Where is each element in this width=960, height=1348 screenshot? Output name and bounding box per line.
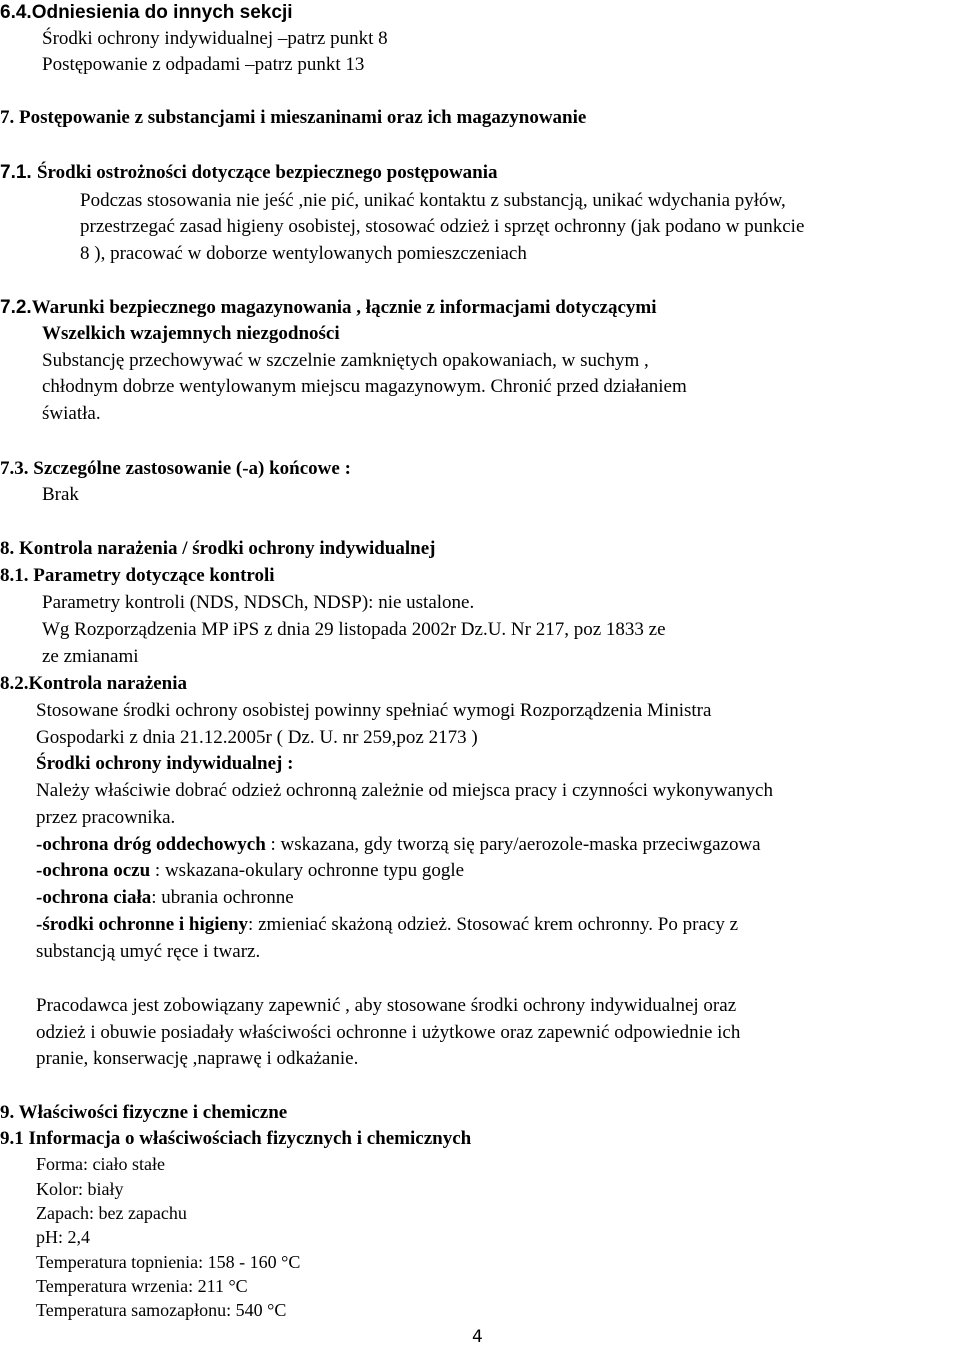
ppe-item-body xyxy=(36,886,294,910)
ppe-item-desc: : ubrania ochronne xyxy=(151,887,294,908)
text-line: przestrzegać zasad higieny osobistej, stosować odzież i sprzęt ochronny (jak podano w punkcie xyxy=(80,216,805,237)
heading-7-1 xyxy=(0,161,498,185)
text-line: pranie, konserwację ,naprawę i odkażanie. xyxy=(36,1048,359,1069)
heading-7-2-cont: Wszelkich wzajemnych niezgodności xyxy=(42,323,340,344)
heading-7-2 xyxy=(0,296,657,320)
ppe-item-desc: : wskazana-okulary ochronne typu gogle xyxy=(150,860,465,881)
property-line: Zapach: bez zapachu xyxy=(36,1203,187,1223)
ppe-item-label: -środki ochronne i higieny xyxy=(36,914,249,935)
property-line: Temperatura wrzenia: 211 °C xyxy=(36,1276,248,1296)
heading-7: 7. Postępowanie z substancjami i mieszaninami oraz ich magazynowanie xyxy=(0,107,587,128)
text-line: chłodnym dobrze wentylowanym miejscu magazynowym. Chronić przed działaniem xyxy=(42,376,687,397)
heading-7-2-text: Warunki bezpiecznego magazynowania , łącznie z informacjami dotyczącymi xyxy=(31,297,657,318)
text-line: Wg Rozporządzenia MP iPS z dnia 29 listopada 2002r Dz.U. Nr 217, poz 1833 ze xyxy=(42,619,666,640)
text-line: Pracodawca jest zobowiązany zapewnić , aby stosowane środki ochrony indywidualnej oraz xyxy=(36,995,737,1016)
text-line: substancją umyć ręce i twarz. xyxy=(36,941,261,962)
text-line: 8 ), pracować w doborze wentylowanych pomieszczeniach xyxy=(80,243,527,264)
text-line: Podczas stosowania nie jeść ,nie pić, unikać kontaktu z substancją, unikać wdychania pyłów, xyxy=(80,190,786,211)
heading-6-4: 6.4.Odniesienia do innych sekcji xyxy=(0,2,293,23)
heading-9-1: 9.1 Informacja o właściwościach fizycznych i chemicznych xyxy=(0,1128,472,1149)
ppe-item-hygiene xyxy=(36,913,738,937)
ppe-item-label: -ochrona ciała xyxy=(36,887,152,908)
text-line: Substancję przechowywać w szczelnie zamkniętych opakowaniach, w suchym , xyxy=(42,350,649,371)
text-line: Należy właściwie dobrać odzież ochronną zależnie od miejsca pracy i czynności wykonywanych xyxy=(36,780,773,801)
property-line: Temperatura samozapłonu: 540 °C xyxy=(36,1300,287,1320)
heading-7-2-number: 7.2. xyxy=(0,297,32,318)
heading-8-2: 8.2.Kontrola narażenia xyxy=(0,673,188,694)
heading-7-1-text: Środki ostrożności dotyczące bezpiecznego postępowania xyxy=(36,162,498,183)
ppe-item-desc: : wskazana, gdy tworzą się pary/aerozole-maska przeciwgazowa xyxy=(265,834,761,855)
property-line: Kolor: biały xyxy=(36,1179,124,1199)
heading-8: 8. Kontrola narażenia / środki ochrony indywidualnej xyxy=(0,538,436,559)
text-line: Stosowane środki ochrony osobistej powinny spełniać wymogi Rozporządzenia Ministra xyxy=(36,700,712,721)
text-line: Brak xyxy=(42,484,79,505)
ppe-item-label: -ochrona dróg oddechowych xyxy=(36,834,266,855)
property-line: Forma: ciało stałe xyxy=(36,1154,165,1174)
heading-9: 9. Właściwości fizyczne i chemiczne xyxy=(0,1102,288,1123)
property-line: pH: 2,4 xyxy=(36,1227,90,1247)
text-line: ze zmianami xyxy=(42,646,139,667)
heading-8-1: 8.1. Parametry dotyczące kontroli xyxy=(0,565,275,586)
ppe-item-respiratory xyxy=(36,833,761,857)
text-line: Gospodarki z dnia 21.12.2005r ( Dz. U. nr 259,poz 2173 ) xyxy=(36,727,478,748)
text-line: Środki ochrony indywidualnej –patrz punkt 8 xyxy=(42,28,388,49)
text-line: przez pracownika. xyxy=(36,807,176,828)
text-line: Parametry kontroli (NDS, NDSCh, NDSP): nie ustalone. xyxy=(42,592,475,613)
text-line: odzież i obuwie posiadały właściwości ochronne i użytkowe oraz zapewnić odpowiednie ich xyxy=(36,1022,741,1043)
text-line: światła. xyxy=(42,403,101,424)
page-number: 4 xyxy=(472,1327,483,1347)
ppe-item-label: -ochrona oczu xyxy=(36,860,151,881)
text-line: Postępowanie z odpadami –patrz punkt 13 xyxy=(42,54,365,75)
heading-7-1-number: 7.1. xyxy=(0,162,37,183)
ppe-item-eyes xyxy=(36,859,464,883)
ppe-item-desc: : zmieniać skażoną odzież. Stosować krem ochronny. Po pracy z xyxy=(248,914,739,935)
property-line: Temperatura topnienia: 158 - 160 °C xyxy=(36,1252,301,1272)
subheading-ppe: Środki ochrony indywidualnej : xyxy=(36,753,294,774)
heading-7-3: 7.3. Szczególne zastosowanie (-a) końcowe : xyxy=(0,458,351,479)
